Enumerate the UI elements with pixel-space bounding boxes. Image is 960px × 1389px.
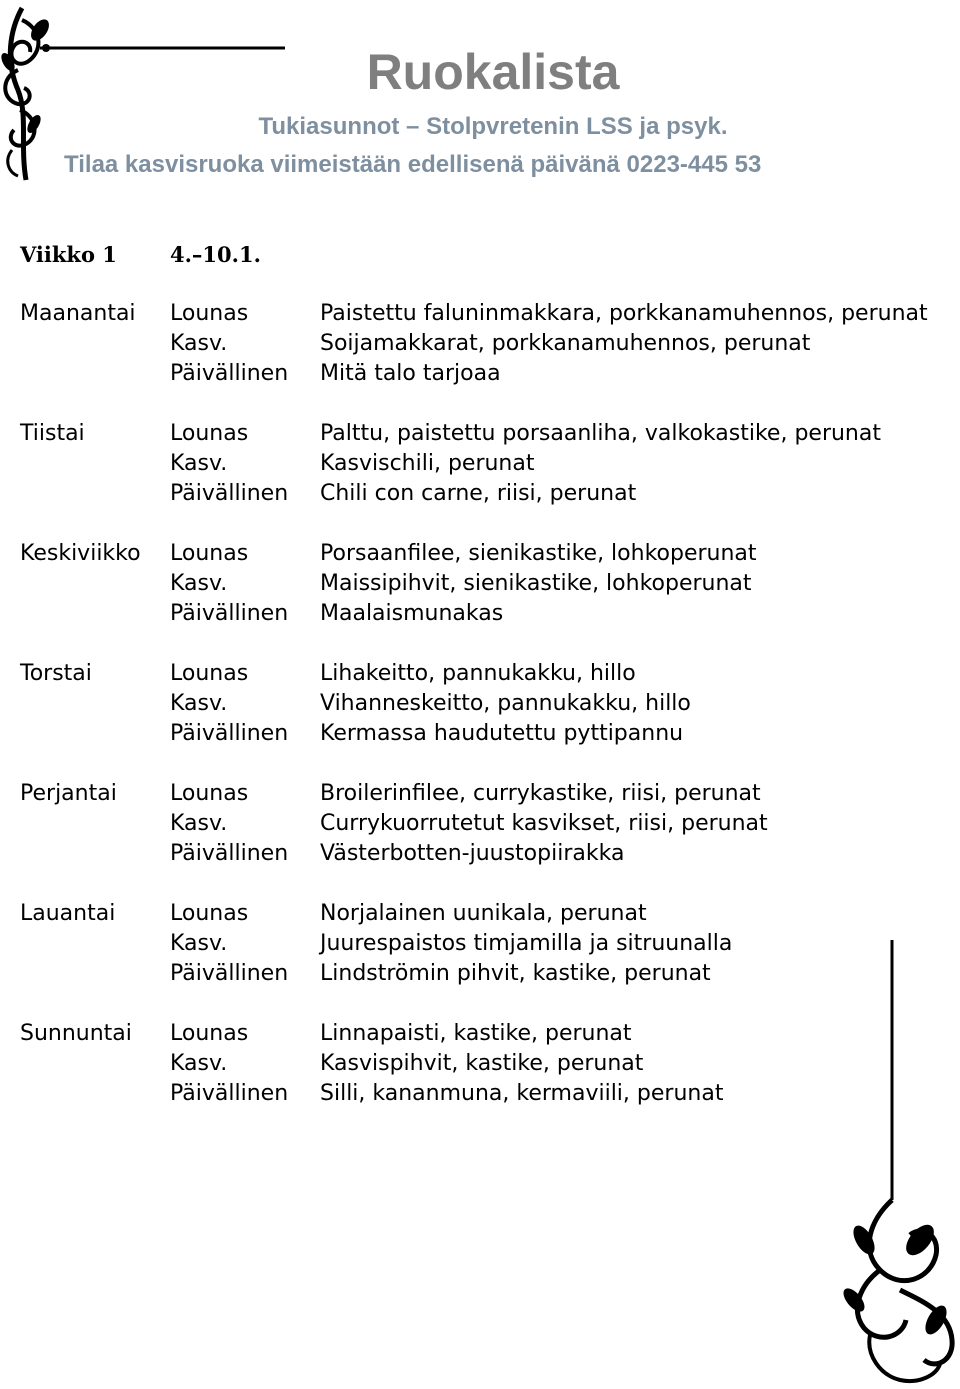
dish: Lindströmin pihvit, kastike, perunat	[320, 961, 711, 986]
dish: Soijamakkarat, porkkanamuhennos, perunat	[320, 331, 811, 356]
menu-table	[20, 299, 960, 1139]
meal-row	[20, 929, 960, 959]
meal-row	[20, 1079, 960, 1109]
meal-row	[20, 569, 960, 599]
dish: Broilerinfilee, currykastike, riisi, perunat	[320, 781, 761, 806]
dish: Kasvispihvit, kastike, perunat	[320, 1051, 644, 1076]
page-subtitle: Tukiasunnot – Stolpvretenin LSS ja psyk.	[258, 113, 728, 140]
dish: Porsaanfilee, sienikastike, lohkoperunat	[320, 541, 757, 566]
meal-row	[20, 539, 960, 569]
dish: Vihanneskeitto, pannukakku, hillo	[320, 691, 691, 716]
meal-type: Kasv.	[170, 691, 228, 716]
meal-type: Lounas	[170, 781, 249, 806]
dish: Norjalainen uunikala, perunat	[320, 901, 647, 926]
dish: Maalaismunakas	[320, 601, 504, 626]
dish: Mitä talo tarjoaa	[320, 361, 501, 386]
meal-type: Kasv.	[170, 451, 228, 476]
day-block-maanantai	[20, 299, 960, 389]
meal-row	[20, 1049, 960, 1079]
day-name: Sunnuntai	[20, 1021, 132, 1046]
day-name: Perjantai	[20, 781, 117, 806]
meal-row	[20, 689, 960, 719]
meal-type: Päivällinen	[170, 1081, 289, 1106]
meal-type: Kasv.	[170, 931, 228, 956]
meal-row	[20, 419, 960, 449]
dish: Maissipihvit, sienikastike, lohkoperunat	[320, 571, 752, 596]
meal-type: Päivällinen	[170, 841, 289, 866]
meal-type: Kasv.	[170, 811, 228, 836]
meal-row	[20, 1019, 960, 1049]
meal-row	[20, 359, 960, 389]
meal-row	[20, 899, 960, 929]
day-name: Keskiviikko	[20, 541, 141, 566]
meal-type: Päivällinen	[170, 481, 289, 506]
day-block-tiistai	[20, 419, 960, 509]
dish: Palttu, paistettu porsaanliha, valkokastike, perunat	[320, 421, 881, 446]
meal-row	[20, 779, 960, 809]
meal-row	[20, 449, 960, 479]
meal-row	[20, 809, 960, 839]
meal-row	[20, 959, 960, 989]
day-block-torstai	[20, 659, 960, 749]
meal-type: Kasv.	[170, 331, 228, 356]
meal-row	[20, 719, 960, 749]
meal-row	[20, 839, 960, 869]
day-name: Maanantai	[20, 301, 136, 326]
meal-type: Lounas	[170, 901, 249, 926]
dish: Kasvischili, perunat	[320, 451, 535, 476]
meal-type: Lounas	[170, 1021, 249, 1046]
dish: Juurespaistos timjamilla ja sitruunalla	[320, 931, 733, 956]
order-note: Tilaa kasvisruoka viimeistään edellisenä päivänä 0223-445 53	[64, 151, 762, 178]
day-name: Lauantai	[20, 901, 116, 926]
dish: Kermassa haudutettu pyttipannu	[320, 721, 684, 746]
week-heading	[20, 240, 261, 270]
meal-type: Päivällinen	[170, 361, 289, 386]
meal-type: Lounas	[170, 541, 249, 566]
day-block-sunnuntai	[20, 1019, 960, 1109]
meal-row	[20, 599, 960, 629]
meal-row	[20, 299, 960, 329]
dish: Västerbotten-juustopiirakka	[320, 841, 625, 866]
meal-row	[20, 479, 960, 509]
meal-row	[20, 659, 960, 689]
meal-type: Päivällinen	[170, 601, 289, 626]
meal-type: Päivällinen	[170, 721, 289, 746]
day-block-lauantai	[20, 899, 960, 989]
meal-row	[20, 329, 960, 359]
day-name: Torstai	[20, 661, 92, 686]
dish: Chili con carne, riisi, perunat	[320, 481, 637, 506]
dish: Currykuorrutetut kasvikset, riisi, perunat	[320, 811, 768, 836]
dish: Silli, kananmuna, kermaviili, perunat	[320, 1081, 724, 1106]
day-block-perjantai	[20, 779, 960, 869]
dish: Lihakeitto, pannukakku, hillo	[320, 661, 636, 686]
day-block-keskiviikko	[20, 539, 960, 629]
meal-type: Lounas	[170, 301, 249, 326]
meal-type: Kasv.	[170, 571, 228, 596]
meal-type: Kasv.	[170, 1051, 228, 1076]
page-title: Ruokalista	[366, 44, 620, 100]
meal-type: Päivällinen	[170, 961, 289, 986]
dish: Paistettu faluninmakkara, porkkanamuhennos, perunat	[320, 301, 928, 326]
dish: Linnapaisti, kastike, perunat	[320, 1021, 632, 1046]
meal-type: Lounas	[170, 421, 249, 446]
week-dates: 4.–10.1.	[170, 242, 261, 267]
meal-type: Lounas	[170, 661, 249, 686]
week-label: Viikko 1	[20, 242, 117, 267]
day-name: Tiistai	[20, 421, 85, 446]
